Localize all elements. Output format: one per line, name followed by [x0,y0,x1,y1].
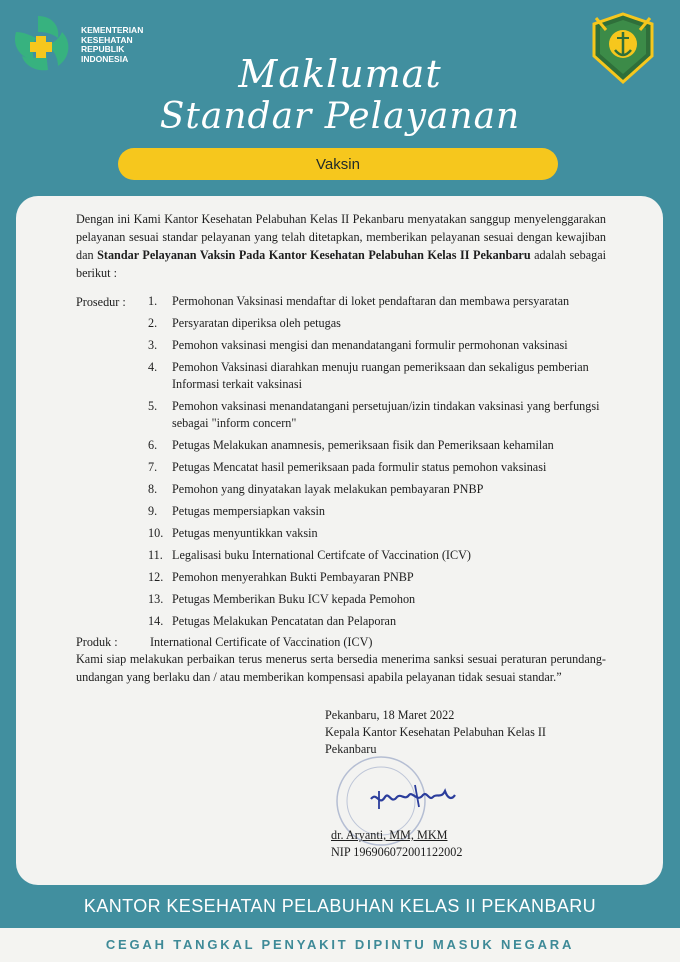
step-text: Pemohon menyerahkan Bukti Pembayaran PNBP [172,570,414,584]
step-number: 9. [148,504,158,518]
step-number: 14. [148,614,164,628]
signer-position-line-2: Pekanbaru [325,742,377,756]
step-number: 6. [148,438,158,452]
intro-paragraph [76,210,606,282]
procedure-step [148,459,606,476]
procedure-step [148,337,606,354]
step-text: Petugas Mencatat hasil pemeriksaan pada formulir status pemohon vaksinasi [172,460,547,474]
step-text: Petugas Melakukan Pencatatan dan Pelaporan [172,614,397,628]
footer-tagline: CEGAH TANGKAL PENYAKIT DIPINTU MASUK NEGARA [105,937,575,952]
step-number: 11. [148,548,163,562]
step-text: Pemohon vaksinasi mengisi dan menandatangani formulir permohonan vaksinasi [172,338,568,352]
procedure-step [148,359,606,393]
procedure-section [76,293,606,630]
page-title-line-1: Maklumat [238,52,442,96]
step-text: Pemohon Vaksinasi diarahkan menuju ruangan pemeriksaan dan sekaligus pemberian Informasi terkait vaksinasi [172,360,589,391]
step-text: Petugas Melakukan anamnesis, pemeriksaan fisik dan Pemeriksaan kehamilan [172,438,554,452]
procedure-step [148,547,606,564]
procedure-list [148,293,606,630]
page-title-line-2: Standar Pelayanan [159,96,521,137]
ministry-name-line: REPUBLIK [81,44,125,54]
step-text: Pemohon vaksinasi menandatangani persetujuan/izin tindakan vaksinasi yang berfungsi sebagai "inform concern" [172,399,600,430]
product-line [76,635,606,650]
footer-office-name: KANTOR KESEHATAN PELABUHAN KELAS II PEKANBARU [83,896,597,916]
step-number: 7. [148,460,158,474]
step-text: Persyaratan diperiksa oleh petugas [172,316,341,330]
ministry-name-line: KESEHATAN [81,34,133,45]
step-text: Legalisasi buku International Certifcate of Vaccination (ICV) [172,548,471,562]
step-number: 1. [148,294,158,308]
step-text: Petugas Memberikan Buku ICV kepada Pemohon [172,592,416,606]
step-text: Petugas menyuntikkan vaksin [172,526,318,540]
step-text: Pemohon yang dinyatakan layak melakukan pembayaran PNBP [172,482,484,496]
signer-nip: NIP 196906072001122002 [331,845,463,859]
step-number: 12. [148,570,164,584]
procedure-step [148,398,606,432]
step-number: 8. [148,482,158,496]
step-number: 10. [148,526,164,540]
intro-text: Dengan ini Kami Kantor Kesehatan Pelabuhan Kelas II Pekanbaru menyatakan sanggup menyelenggarakan pelayanan sesuai standar pelayanan yang telah ditetapkan, memberikan pelayanan sesuai dengan kewajiban dan [76,212,606,262]
service-subtitle: Vaksin [316,155,360,173]
ministry-name-line: INDONESIA [81,53,129,64]
procedure-step [148,315,606,332]
document-card [16,196,663,885]
step-number: 4. [148,360,158,374]
intro-text-end: adalah sebagai berikut : [76,248,606,280]
procedure-step [148,613,606,630]
intro-bold-text: Standar Pelayanan Vaksin Pada Kantor Kesehatan Pelabuhan Kelas II Pekanbaru [97,248,531,262]
procedure-step [148,503,606,520]
step-text: Permohonan Vaksinasi mendaftar di loket pendaftaran dan membawa persyaratan [172,294,570,308]
product-label: Produk : [76,635,118,649]
signature-block [325,707,625,859]
product-value: International Certificate of Vaccination (ICV) [150,635,373,649]
step-text: Petugas mempersiapkan vaksin [172,504,325,518]
procedure-step [148,569,606,586]
closing-paragraph: Kami siap melakukan perbaikan terus menerus serta bersedia menerima sanksi sesuai peraturan perundang-undangan yang berlaku dan / atau memberikan kompensasi apabila pelayanan tidak sesuai standar.” [76,652,606,684]
procedure-step [148,437,606,454]
procedure-label: Prosedur : [76,295,126,309]
signer-position: Kepala Kantor Kesehatan Pelabuhan Kelas II [325,725,546,739]
step-number: 3. [148,338,158,352]
procedure-step [148,591,606,608]
place-date: Pekanbaru, 18 Maret 2022 [325,708,455,722]
ministry-name-line: KEMENTERIAN [81,25,144,35]
procedure-step [148,481,606,498]
procedure-step [148,293,606,310]
step-number: 13. [148,592,164,606]
step-number: 5. [148,399,158,413]
procedure-step [148,525,606,542]
signer-name: dr. Aryanti, MM, MKM [331,828,448,842]
document-body [76,210,606,686]
signer [331,827,611,861]
service-subtitle-pill [118,148,558,180]
step-number: 2. [148,316,158,330]
